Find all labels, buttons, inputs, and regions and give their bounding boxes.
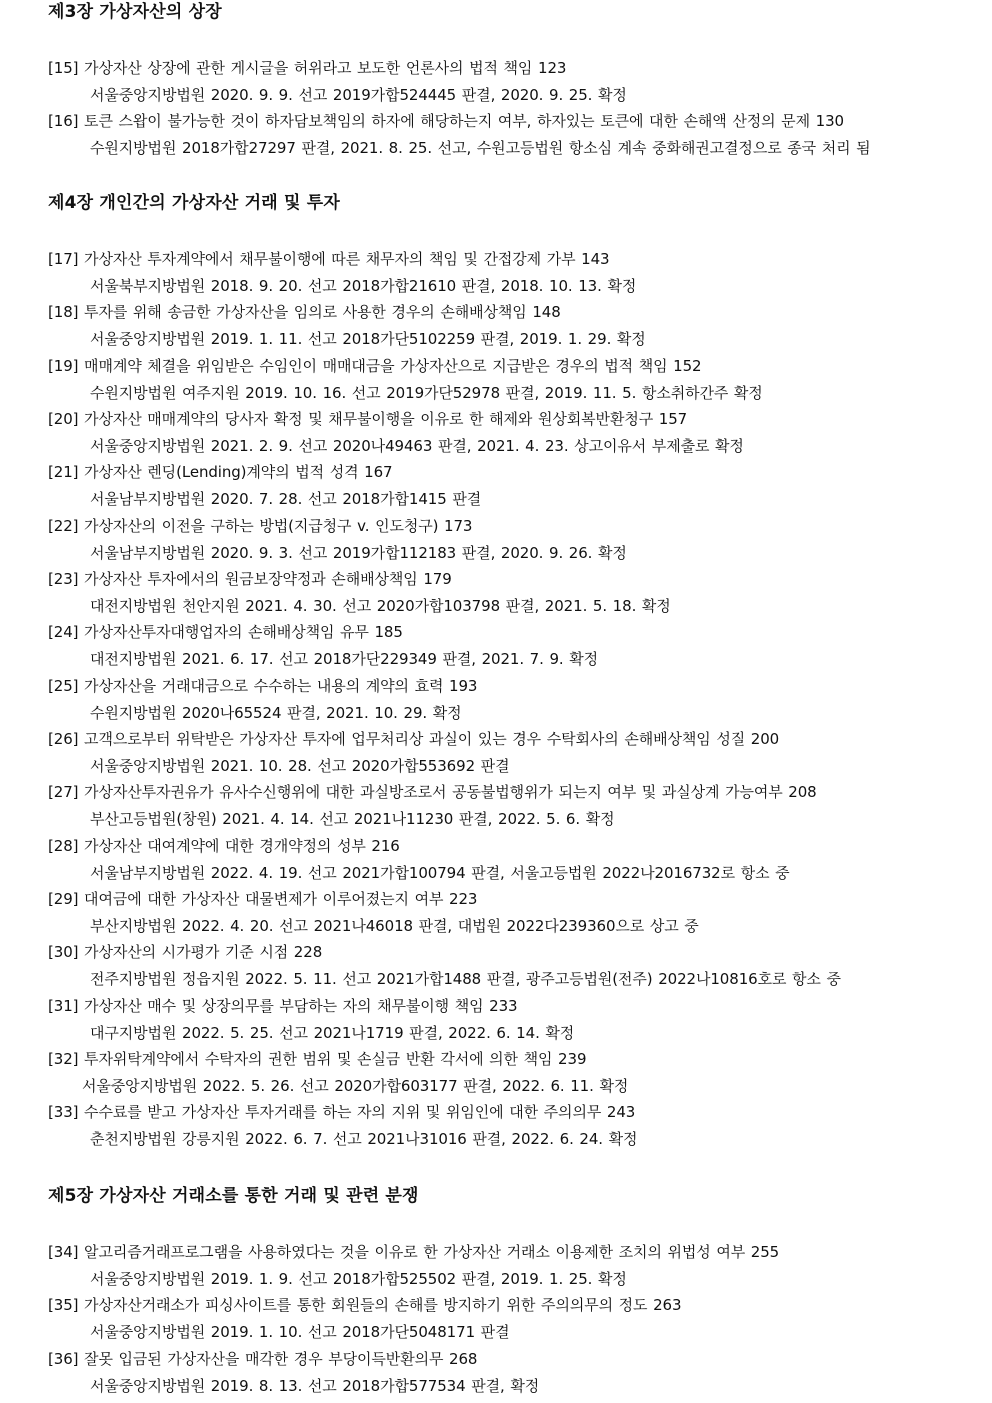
case-title: [35] 가상자산거래소가 피싱사이트를 통한 회원들의 손해를 방지하기 위한 주의의무의 정도 263 bbox=[48, 1296, 682, 1314]
case-citation: 서울남부지방법원 2020. 9. 3. 선고 2019가합112183 판결, 2020. 9. 26. 확정 bbox=[90, 544, 627, 562]
case-title: [23] 가상자산 투자에서의 원금보장약정과 손해배상책임 179 bbox=[48, 570, 452, 588]
case-title: [24] 가상자산투자대행업자의 손해배상책임 유무 185 bbox=[48, 623, 403, 641]
case-title: [33] 수수료를 받고 가상자산 투자거래를 하는 자의 지위 및 위임인에 대한 주의의무 243 bbox=[48, 1103, 636, 1121]
case-citation: 춘천지방법원 강릉지원 2022. 6. 7. 선고 2021나31016 판결, 2022. 6. 24. 확정 bbox=[90, 1130, 638, 1148]
case-citation: 대전지방법원 2021. 6. 17. 선고 2018가단229349 판결, 2021. 7. 9. 확정 bbox=[90, 650, 599, 668]
case-title: [29] 대여금에 대한 가상자산 대물변제가 이루어졌는지 여부 223 bbox=[48, 890, 478, 908]
case-citation: 수원지방법원 여주지원 2019. 10. 16. 선고 2019가단52978 판결, 2019. 11. 5. 항소취하간주 확정 bbox=[90, 384, 763, 402]
case-title: [34] 알고리즘거래프로그램을 사용하였다는 것을 이유로 한 가상자산 거래소 이용제한 조치의 위법성 여부 255 bbox=[48, 1243, 780, 1261]
case-title: [19] 매매계약 체결을 위임받은 수임인이 매매대금을 가상자산으로 지급받은 경우의 법적 책임 152 bbox=[48, 357, 702, 375]
chapter-title: 제4장 개인간의 가상자산 거래 및 투자 bbox=[48, 193, 340, 213]
case-citation: 서울남부지방법원 2022. 4. 19. 선고 2021가합100794 판결, 서울고등법원 2022나2016732로 항소 중 bbox=[90, 864, 790, 882]
case-citation: 대전지방법원 천안지원 2021. 4. 30. 선고 2020가합103798 판결, 2021. 5. 18. 확정 bbox=[90, 597, 671, 615]
case-title: [36] 잘못 입금된 가상자산을 매각한 경우 부당이득반환의무 268 bbox=[48, 1350, 478, 1368]
case-title: [27] 가상자산투자권유가 유사수신행위에 대한 과실방조로서 공동불법행위가 되는지 여부 및 과실상계 가능여부 208 bbox=[48, 783, 817, 801]
case-citation: 수원지방법원 2018가합27297 판결, 2021. 8. 25. 선고, 수원고등법원 항소심 계속 중화해권고결정으로 종국 처리 됨 bbox=[90, 139, 871, 157]
case-citation: 서울중앙지방법원 2021. 2. 9. 선고 2020나49463 판결, 2021. 4. 23. 상고이유서 부제출로 확정 bbox=[90, 437, 744, 455]
case-citation: 대구지방법원 2022. 5. 25. 선고 2021나1719 판결, 2022. 6. 14. 확정 bbox=[90, 1024, 575, 1042]
case-title: [22] 가상자산의 이전을 구하는 방법(지급청구 v. 인도청구) 173 bbox=[48, 517, 473, 535]
case-title: [17] 가상자산 투자계약에서 채무불이행에 따른 채무자의 책임 및 간접강제 가부 143 bbox=[48, 250, 610, 268]
chapter-title: 제5장 가상자산 거래소를 통한 거래 및 관련 분쟁 bbox=[48, 1186, 419, 1206]
case-citation: 서울중앙지방법원 2020. 9. 9. 선고 2019가합524445 판결, 2020. 9. 25. 확정 bbox=[90, 86, 627, 104]
case-citation: 부산지방법원 2022. 4. 20. 선고 2021나46018 판결, 대법원 2022다239360으로 상고 중 bbox=[90, 917, 699, 935]
case-citation: 서울중앙지방법원 2019. 1. 11. 선고 2018가단5102259 판결, 2019. 1. 29. 확정 bbox=[90, 330, 646, 348]
case-title: [25] 가상자산을 거래대금으로 수수하는 내용의 계약의 효력 193 bbox=[48, 677, 478, 695]
case-title: [26] 고객으로부터 위탁받은 가상자산 투자에 업무처리상 과실이 있는 경우 수탁회사의 손해배상책임 성질 200 bbox=[48, 730, 780, 748]
case-citation: 서울중앙지방법원 2021. 10. 28. 선고 2020가합553692 판결 bbox=[90, 757, 510, 775]
case-title: [21] 가상자산 렌딩(Lending)계약의 법적 성격 167 bbox=[48, 463, 393, 481]
case-citation: 서울남부지방법원 2020. 7. 28. 선고 2018가합1415 판결 bbox=[90, 490, 482, 508]
case-citation: 서울중앙지방법원 2019. 1. 9. 선고 2018가합525502 판결, 2019. 1. 25. 확정 bbox=[90, 1270, 627, 1288]
case-title: [20] 가상자산 매매계약의 당사자 확정 및 채무불이행을 이유로 한 해제와 원상회복반환청구 157 bbox=[48, 410, 688, 428]
case-title: [15] 가상자산 상장에 관한 게시글을 허위라고 보도한 언론사의 법적 책임 123 bbox=[48, 59, 567, 77]
case-title: [18] 투자를 위해 송금한 가상자산을 임의로 사용한 경우의 손해배상책임 148 bbox=[48, 303, 561, 321]
chapter-title: 제3장 가상자산의 상장 bbox=[48, 2, 222, 22]
case-title: [31] 가상자산 매수 및 상장의무를 부담하는 자의 채무불이행 책임 233 bbox=[48, 997, 518, 1015]
case-title: [16] 토큰 스왑이 불가능한 것이 하자담보책임의 하자에 해당하는지 여부, 하자있는 토큰에 대한 손해액 산정의 문제 130 bbox=[48, 112, 844, 130]
case-citation: 서울북부지방법원 2018. 9. 20. 선고 2018가합21610 판결, 2018. 10. 13. 확정 bbox=[90, 277, 637, 295]
case-title: [28] 가상자산 대여계약에 대한 경개약정의 성부 216 bbox=[48, 837, 400, 855]
case-citation: 전주지방법원 정읍지원 2022. 5. 11. 선고 2021가합1488 판결, 광주고등법원(전주) 2022나10816호로 항소 중 bbox=[90, 970, 841, 988]
case-title: [30] 가상자산의 시가평가 기준 시점 228 bbox=[48, 943, 323, 961]
case-citation: 서울중앙지방법원 2019. 8. 13. 선고 2018가합577534 판결, 확정 bbox=[90, 1377, 540, 1395]
case-citation: 서울중앙지방법원 2019. 1. 10. 선고 2018가단5048171 판결 bbox=[90, 1323, 510, 1341]
case-citation: 부산고등법원(창원) 2021. 4. 14. 선고 2021나11230 판결, 2022. 5. 6. 확정 bbox=[90, 810, 615, 828]
case-citation: 서울중앙지방법원 2022. 5. 26. 선고 2020가합603177 판결, 2022. 6. 11. 확정 bbox=[82, 1077, 629, 1095]
case-citation: 수원지방법원 2020나65524 판결, 2021. 10. 29. 확정 bbox=[90, 704, 462, 722]
case-title: [32] 투자위탁계약에서 수탁자의 권한 범위 및 손실금 반환 각서에 의한 책임 239 bbox=[48, 1050, 587, 1068]
